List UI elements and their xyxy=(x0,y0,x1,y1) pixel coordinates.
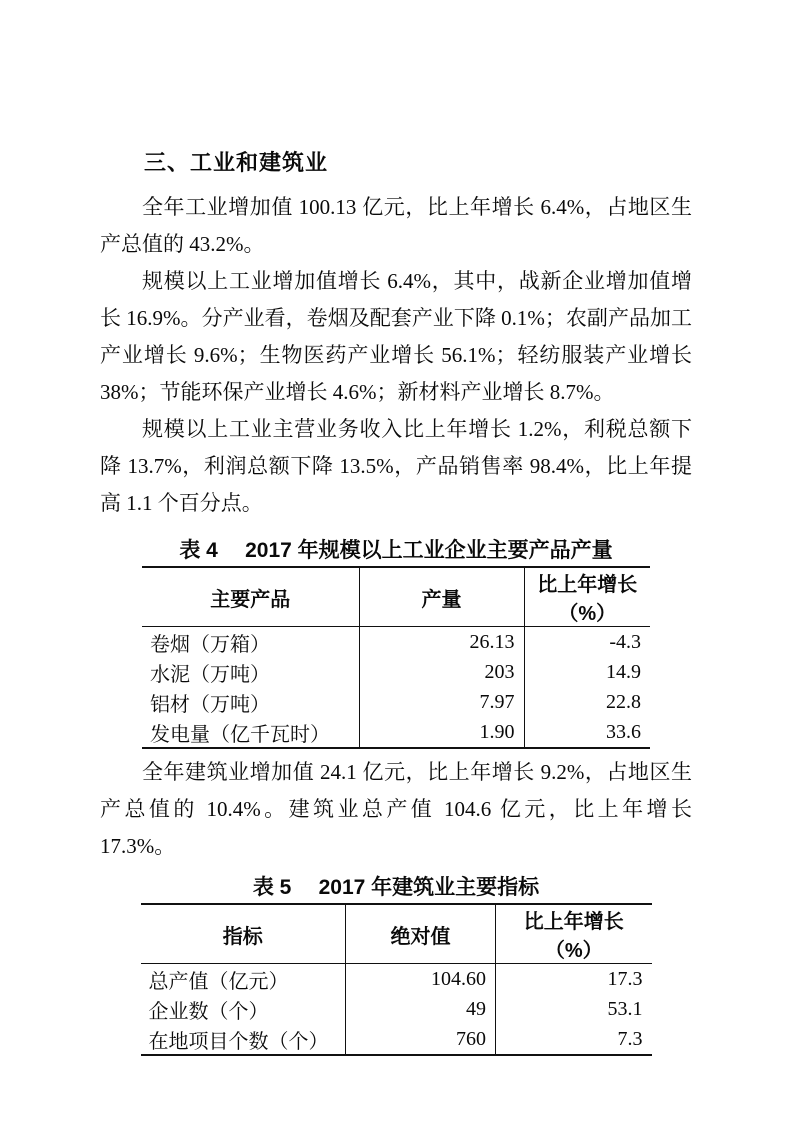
table-cell: 铝材（万吨） xyxy=(142,687,359,717)
table4-header xyxy=(142,567,650,627)
table-header-row xyxy=(141,904,652,964)
table-row xyxy=(141,994,652,1024)
table4-caption-label: 表 4 xyxy=(179,539,218,562)
table5-caption xyxy=(100,873,692,903)
table-cell: 水泥（万吨） xyxy=(142,657,359,687)
table-cell: 17.3 xyxy=(607,967,643,990)
table4-caption-title: 2017 年规模以上工业企业主要产品产量 xyxy=(245,539,613,562)
table-row xyxy=(142,657,650,687)
table5-body xyxy=(141,964,652,1056)
table5-caption-label: 表 5 xyxy=(252,876,292,899)
table-row xyxy=(142,717,650,748)
column-header: 指标 xyxy=(141,904,346,964)
paragraph-industry-added-value: 全年工业增加值 100.13 亿元，比上年增长 6.4%，占地区生产总值的 43.2%。 xyxy=(100,195,692,256)
table-construction-indicators xyxy=(141,903,652,1056)
table5-header xyxy=(141,904,652,964)
table-cell: 7.3 xyxy=(617,1027,643,1050)
column-header: 比上年增长（%） xyxy=(524,567,650,627)
section-heading: 三、工业和建筑业 xyxy=(144,150,329,175)
column-header: 产量 xyxy=(359,567,524,627)
paragraph-construction: 全年建筑业增加值 24.1 亿元，比上年增长 9.2%，占地区生产总值的 10.4%。建筑业总产值 104.6 亿元，比上年增长 17.3%。 xyxy=(100,760,692,858)
table-cell: 1.90 xyxy=(359,717,524,748)
table-row xyxy=(142,687,650,717)
table-cell: 22.8 xyxy=(606,690,641,713)
table4-caption xyxy=(100,536,692,566)
column-header: 比上年增长（%） xyxy=(496,904,652,964)
table4-body xyxy=(142,627,650,749)
paragraph-industry-growth-breakdown: 规模以上工业增加值增长 6.4%，其中，战新企业增加值增长 16.9%。分产业看，卷烟及配套产业下降 0.1%；农副产品加工产业增长 9.6%；生物医药产业增长 56.1%；轻纺服装产业增长 38%；节能环保产业增长 4.6%；新材料产业增长 8.7%。 xyxy=(100,269,692,404)
table-cell: 7.97 xyxy=(359,687,524,717)
table5-caption-title: 2017 年建筑业主要指标 xyxy=(318,876,540,899)
table-cell: 33.6 xyxy=(606,720,641,743)
table-industrial-products xyxy=(142,566,650,749)
table-cell: 在地项目个数（个） xyxy=(141,1024,346,1055)
paragraph-industry-revenue: 规模以上工业主营业务收入比上年增长 1.2%，利税总额下降 13.7%，利润总额下降 13.5%，产品销售率 98.4%，比上年提高 1.1 个百分点。 xyxy=(100,417,692,515)
table-header-row xyxy=(142,567,650,627)
column-header: 主要产品 xyxy=(142,567,359,627)
table-cell: 104.60 xyxy=(346,964,496,995)
table-cell: 14.9 xyxy=(606,660,641,683)
table-cell: 49 xyxy=(346,994,496,1024)
table-cell: 203 xyxy=(359,657,524,687)
table-cell: 卷烟（万箱） xyxy=(142,627,359,658)
table-row xyxy=(141,964,652,995)
table-row xyxy=(141,1024,652,1055)
table-cell: -4.3 xyxy=(609,630,641,653)
column-header: 绝对值 xyxy=(346,904,496,964)
table-cell: 发电量（亿千瓦时） xyxy=(142,717,359,748)
table-cell: 760 xyxy=(346,1024,496,1055)
table-cell: 总产值（亿元） xyxy=(141,964,346,995)
table-cell: 企业数（个） xyxy=(141,994,346,1024)
table-cell: 53.1 xyxy=(607,997,643,1020)
table-row xyxy=(142,627,650,658)
table-cell: 26.13 xyxy=(359,627,524,658)
